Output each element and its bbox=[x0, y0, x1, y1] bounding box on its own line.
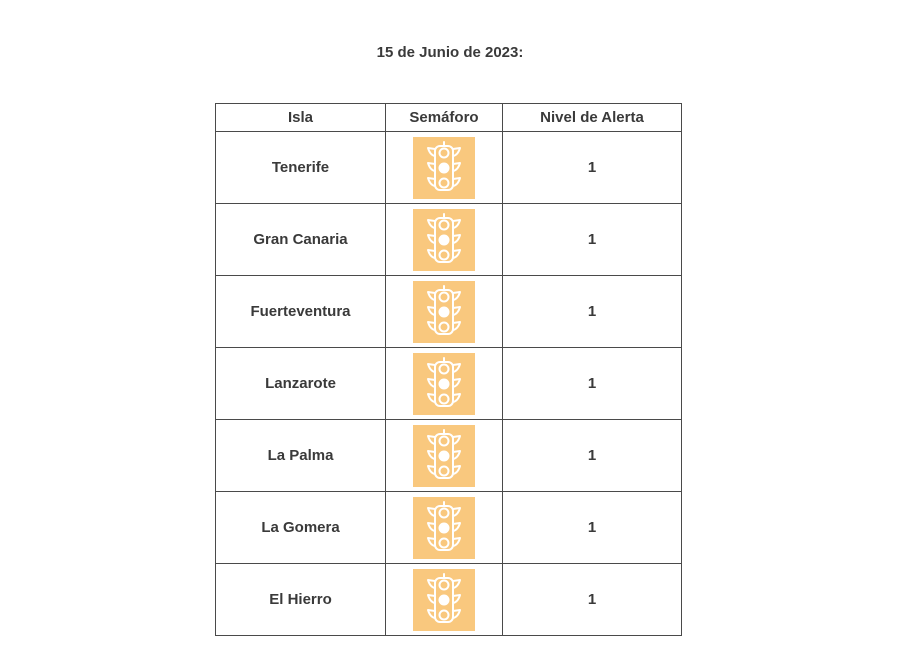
cell-nivel: 1 bbox=[503, 492, 682, 564]
cell-semaforo bbox=[386, 492, 503, 564]
table-row bbox=[216, 276, 682, 348]
cell-nivel: 1 bbox=[503, 564, 682, 636]
table-row bbox=[216, 420, 682, 492]
cell-semaforo bbox=[386, 348, 503, 420]
traffic-light-icon bbox=[413, 137, 475, 199]
header-isla: Isla bbox=[216, 104, 386, 132]
cell-isla: Lanzarote bbox=[216, 348, 386, 420]
cell-semaforo bbox=[386, 204, 503, 276]
cell-nivel: 1 bbox=[503, 276, 682, 348]
traffic-light-icon bbox=[413, 353, 475, 415]
cell-nivel: 1 bbox=[503, 420, 682, 492]
table-row bbox=[216, 564, 682, 636]
cell-semaforo bbox=[386, 420, 503, 492]
traffic-light-icon bbox=[413, 569, 475, 631]
cell-nivel: 1 bbox=[503, 204, 682, 276]
traffic-light-icon bbox=[413, 209, 475, 271]
cell-isla: Gran Canaria bbox=[216, 204, 386, 276]
cell-isla: La Palma bbox=[216, 420, 386, 492]
header-nivel: Nivel de Alerta bbox=[503, 104, 682, 132]
cell-isla: Fuerteventura bbox=[216, 276, 386, 348]
header-semaforo: Semáforo bbox=[386, 104, 503, 132]
table-row bbox=[216, 132, 682, 204]
table-row bbox=[216, 348, 682, 420]
page-title: 15 de Junio de 2023: bbox=[376, 44, 524, 61]
table-row bbox=[216, 204, 682, 276]
cell-isla: Tenerife bbox=[216, 132, 386, 204]
cell-nivel: 1 bbox=[503, 132, 682, 204]
cell-semaforo bbox=[386, 276, 503, 348]
cell-nivel: 1 bbox=[503, 348, 682, 420]
cell-semaforo bbox=[386, 564, 503, 636]
cell-isla: La Gomera bbox=[216, 492, 386, 564]
traffic-light-icon bbox=[413, 497, 475, 559]
traffic-light-icon bbox=[413, 281, 475, 343]
alert-table bbox=[215, 103, 682, 636]
traffic-light-icon bbox=[413, 425, 475, 487]
table-row bbox=[216, 492, 682, 564]
cell-isla: El Hierro bbox=[216, 564, 386, 636]
table-header-row bbox=[216, 104, 682, 132]
cell-semaforo bbox=[386, 132, 503, 204]
